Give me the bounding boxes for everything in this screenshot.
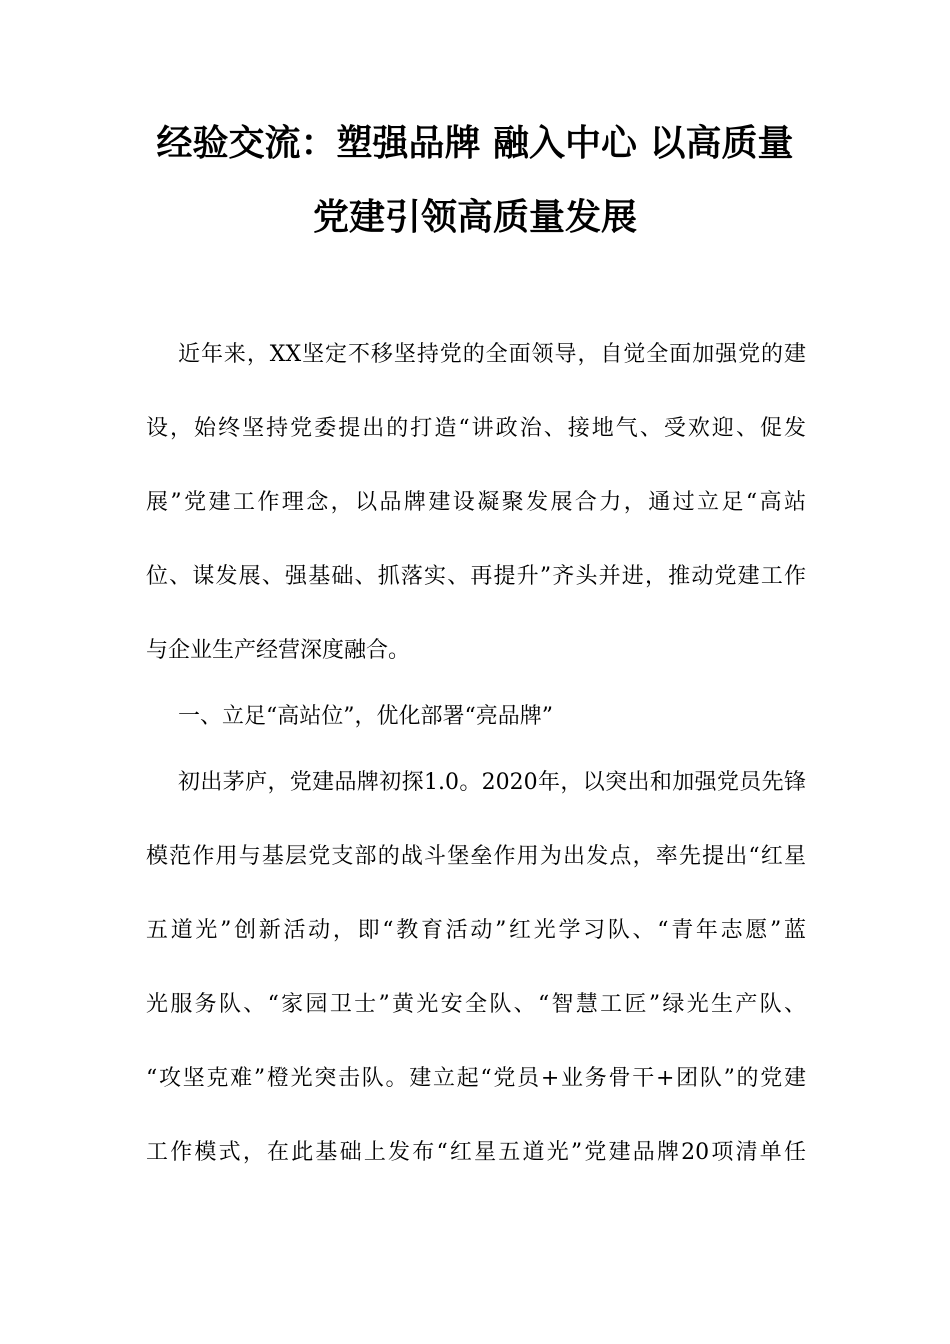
paragraph-line: 初出茅庐，党建品牌初探1.0。2020年，以突出和加强党员先锋 [178, 770, 806, 795]
paragraph-line: 光服务队、“家园卫士”黄光安全队、“智慧工匠”绿光生产队、 [146, 992, 806, 1017]
paragraph-line: 设，始终坚持党委提出的打造“讲政治、接地气、受欢迎、促发 [146, 416, 806, 441]
paragraph-line: 与企业生产经营深度融合。 [146, 638, 411, 663]
section-heading-text: 一、立足“高站位”，优化部署“亮品牌” [178, 704, 553, 729]
document-title-line-2: 党建引领高质量发展 [312, 197, 637, 238]
paragraph-line: 五道光”创新活动，即“教育活动”红光学习队、“青年志愿”蓝 [146, 918, 806, 943]
paragraph-line: 工作模式，在此基础上发布“红星五道光”党建品牌20项清单任 [146, 1140, 806, 1165]
paragraph-line: 近年来，XX坚定不移坚持党的全面领导，自觉全面加强党的建 [178, 342, 806, 367]
paragraph-line: 位、谋发展、强基础、抓落实、再提升”齐头并进，推动党建工作 [146, 564, 806, 589]
paragraph-line: “攻坚克难”橙光突击队。建立起“党员+业务骨干+团队”的党建 [146, 1066, 806, 1091]
paragraph-line: 展”党建工作理念，以品牌建设凝聚发展合力，通过立足“高站 [146, 490, 806, 515]
document-title-line-1: 经验交流：塑强品牌 融入中心 以高质量 [156, 123, 794, 164]
paragraph-line: 模范作用与基层党支部的战斗堡垒作用为出发点，率先提出“红星 [146, 844, 806, 869]
